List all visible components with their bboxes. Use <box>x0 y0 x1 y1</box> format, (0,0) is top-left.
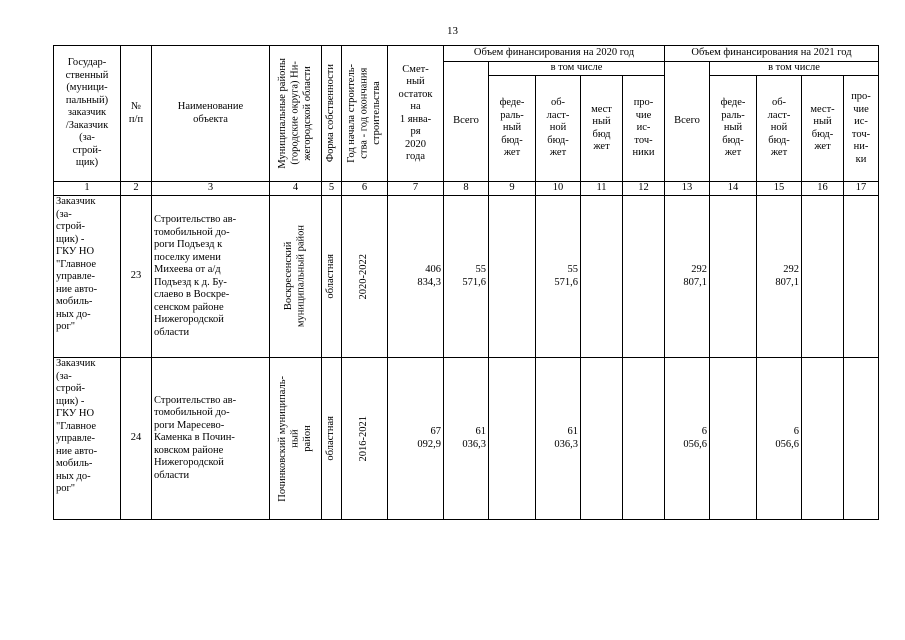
row-federal-2021 <box>710 196 757 358</box>
header-years: Год начала строитель- ства - год окончания строительства <box>342 46 388 182</box>
header-ownership: Форма собственности <box>322 46 342 182</box>
header-local-2021: мест- ный бюд- жет <box>802 76 844 182</box>
investment-table <box>53 45 879 520</box>
column-number: 14 <box>710 182 757 196</box>
row-ownership: областная <box>322 196 342 358</box>
column-number: 17 <box>844 182 879 196</box>
column-number: 3 <box>152 182 270 196</box>
row-total-2020: 55 571,6 <box>444 196 489 358</box>
row-district: Воскресенский муниципальный район <box>270 196 322 358</box>
column-number: 6 <box>342 182 388 196</box>
header-federal-2021: феде- раль- ный бюд- жет <box>710 76 757 182</box>
row-customer: Заказчик (за- строй- щик) - ГКУ НО "Главное управле- ние авто- мобиль- ных до- рог" <box>54 196 121 358</box>
column-number: 16 <box>802 182 844 196</box>
header-including-2020: в том числе <box>489 62 665 76</box>
column-number: 1 <box>54 182 121 196</box>
row-regional-2020: 61 036,3 <box>536 358 581 520</box>
row-other-2020 <box>623 196 665 358</box>
column-number: 4 <box>270 182 322 196</box>
row-federal-2020 <box>489 358 536 520</box>
row-local-2021 <box>802 196 844 358</box>
header-regional-2021: об- ласт- ной бюд- жет <box>757 76 802 182</box>
row-regional-2020: 55 571,6 <box>536 196 581 358</box>
row-other-2020 <box>623 358 665 520</box>
row-object-name: Строительство ав- томобильной до- роги Подъезд к поселку имени Михеева от а/д Подъезд к д. Бу- слаево в Воскре- сенском районе Нижегородской области <box>152 196 270 358</box>
column-number: 13 <box>665 182 710 196</box>
column-number: 12 <box>623 182 665 196</box>
header-total-2020: Всего <box>444 62 489 182</box>
column-numbers-row <box>54 182 879 196</box>
header-local-2020: мест ный бюд жет <box>581 76 623 182</box>
header-object-name: Наименование объекта <box>152 46 270 182</box>
table-row <box>54 358 879 520</box>
column-number: 15 <box>757 182 802 196</box>
column-number: 8 <box>444 182 489 196</box>
column-number: 2 <box>121 182 152 196</box>
header-including-2021: в том числе <box>710 62 879 76</box>
row-total-2021: 292 807,1 <box>665 196 710 358</box>
column-number: 7 <box>388 182 444 196</box>
column-number: 10 <box>536 182 581 196</box>
row-regional-2021: 292 807,1 <box>757 196 802 358</box>
header-federal-2020: феде- раль- ный бюд- жет <box>489 76 536 182</box>
header-total-2021: Всего <box>665 62 710 182</box>
row-local-2020 <box>581 196 623 358</box>
page-number: 13 <box>447 25 458 37</box>
row-customer: Заказчик (за- строй- щик) - ГКУ НО "Главное управле- ние авто- мобиль- ных до- рог" <box>54 358 121 520</box>
header-other-2021: про- чие ис- точ- ни- ки <box>844 76 879 182</box>
column-number: 11 <box>581 182 623 196</box>
row-other-2021 <box>844 196 879 358</box>
row-local-2021 <box>802 358 844 520</box>
row-years: 2020-2022 <box>342 196 388 358</box>
header-fin-2020: Объем финансирования на 2020 год <box>444 46 665 62</box>
row-regional-2021: 6 056,6 <box>757 358 802 520</box>
row-estimate: 67 092,9 <box>388 358 444 520</box>
header-num: № п/п <box>121 46 152 182</box>
header-fin-2021: Объем финансирования на 2021 год <box>665 46 879 62</box>
column-number: 9 <box>489 182 536 196</box>
row-total-2020: 61 036,3 <box>444 358 489 520</box>
row-ownership: областная <box>322 358 342 520</box>
row-federal-2021 <box>710 358 757 520</box>
header-customer: Государ- ственный (муници- пальный) заказчик /Заказчик (за- строй- щик) <box>54 46 121 182</box>
header-estimate: Смет- ный остаток на 1 янва- ря 2020 года <box>388 46 444 182</box>
column-number: 5 <box>322 182 342 196</box>
row-local-2020 <box>581 358 623 520</box>
table-row <box>54 196 879 358</box>
row-federal-2020 <box>489 196 536 358</box>
header-districts: Муниципальные районы (городские округа) Ни- жегородской области <box>270 46 322 182</box>
row-estimate: 406 834,3 <box>388 196 444 358</box>
header-regional-2020: об- ласт- ной бюд- жет <box>536 76 581 182</box>
row-object-name: Строительство ав- томобильной до- роги Маресево- Каменка в Почин- ковском районе Нижегородской области <box>152 358 270 520</box>
row-num: 23 <box>121 196 152 358</box>
row-other-2021 <box>844 358 879 520</box>
row-district: Починковский муниципаль- ный район <box>270 358 322 520</box>
row-num: 24 <box>121 358 152 520</box>
row-years: 2016-2021 <box>342 358 388 520</box>
header-other-2020: про- чие ис- точ- ники <box>623 76 665 182</box>
row-total-2021: 6 056,6 <box>665 358 710 520</box>
